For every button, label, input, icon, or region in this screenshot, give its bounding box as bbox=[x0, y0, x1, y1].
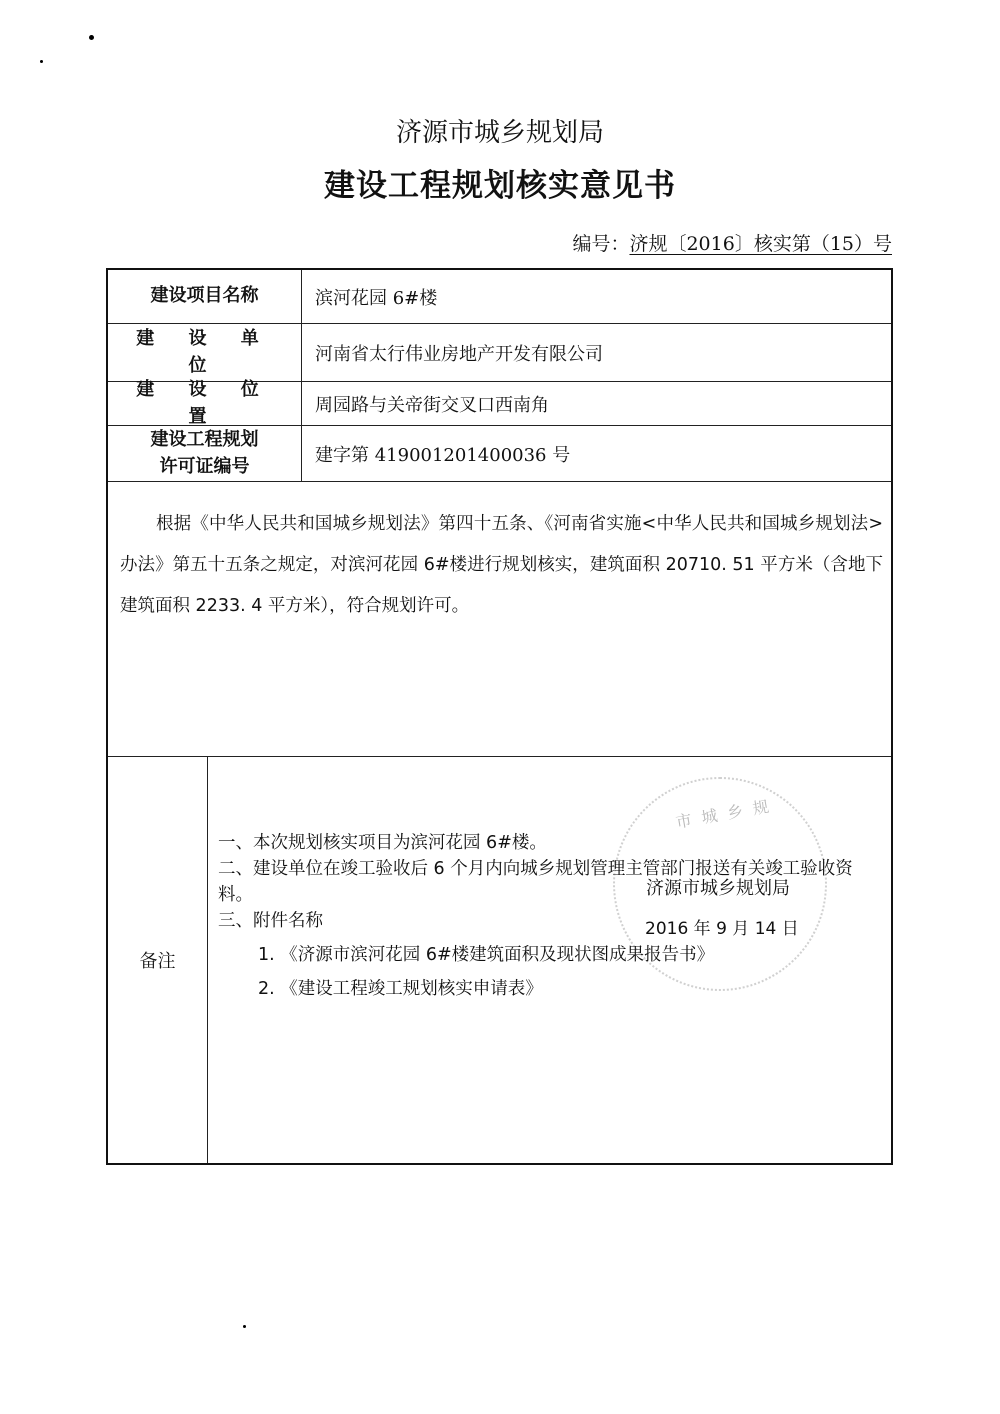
construction-location-value: 周园路与关帝街交叉口西南角 bbox=[315, 394, 549, 416]
document-number bbox=[572, 229, 892, 256]
construction-unit-value: 河南省太行伟业房地产开发有限公司 bbox=[315, 343, 603, 365]
project-name-label: 建设项目名称 bbox=[108, 270, 302, 323]
permit-number-label-line2: 许可证编号 bbox=[159, 455, 250, 477]
document-title: 建设工程规划核实意见书 bbox=[324, 168, 676, 204]
row-construction-location bbox=[108, 379, 891, 427]
issuing-organization: 济源市城乡规划局 bbox=[395, 118, 604, 148]
row-construction-unit bbox=[108, 324, 891, 382]
remarks-item: 二、建设单位在竣工验收后 6 个月内向城乡规划管理主管部门报送有关竣工验收资料。 bbox=[218, 859, 853, 905]
attachment-item: 1. 《济源市滨河花园 6#楼建筑面积及现状图成果报告书》 bbox=[258, 945, 715, 965]
remarks-section bbox=[108, 757, 891, 1163]
row-project-name bbox=[108, 270, 891, 324]
remarks-item: 一、本次规划核实项目为滨河花园 6#楼。 bbox=[218, 833, 547, 853]
row-permit-number bbox=[108, 426, 891, 482]
verification-form bbox=[106, 268, 893, 1165]
scan-speck bbox=[40, 60, 43, 63]
remarks-item: 三、附件名称 bbox=[218, 911, 323, 931]
attachment-item: 2. 《建设工程竣工规划核实申请表》 bbox=[258, 979, 543, 999]
official-seal-lettering: 市城乡规 bbox=[674, 795, 781, 832]
signature-organization: 济源市城乡规划局 bbox=[646, 878, 790, 899]
scan-speck bbox=[243, 1325, 246, 1328]
project-name-value: 滨河花园 6#楼 bbox=[315, 287, 438, 309]
construction-unit-label: 建 设 单 位 bbox=[108, 324, 302, 381]
construction-location-label: 建 设 位 置 bbox=[108, 382, 302, 425]
remarks-list bbox=[218, 830, 877, 1002]
remarks-label: 备注 bbox=[108, 757, 208, 1163]
document-number-value: 济规〔2016〕核实第（15）号 bbox=[629, 233, 892, 255]
signature-date: 2016 年 9 月 14 日 bbox=[645, 919, 799, 939]
scan-speck bbox=[89, 35, 94, 40]
decision-text: 根据《中华人民共和国城乡规划法》第四十五条、《河南省实施<中华人民共和国城乡规划法>办法》第五十五条之规定，对滨河花园 6#楼进行规划核实，建筑面积 20710. 51 平方米（含地下建筑面积 2233. 4 平方米），符合规划许可。 bbox=[120, 514, 883, 616]
document-number-label: 编号： bbox=[572, 233, 630, 255]
permit-number-label-line1: 建设工程规划 bbox=[150, 429, 259, 451]
permit-number-value: 建字第 419001201400036 号 bbox=[315, 444, 571, 466]
permit-number-label bbox=[108, 426, 302, 481]
